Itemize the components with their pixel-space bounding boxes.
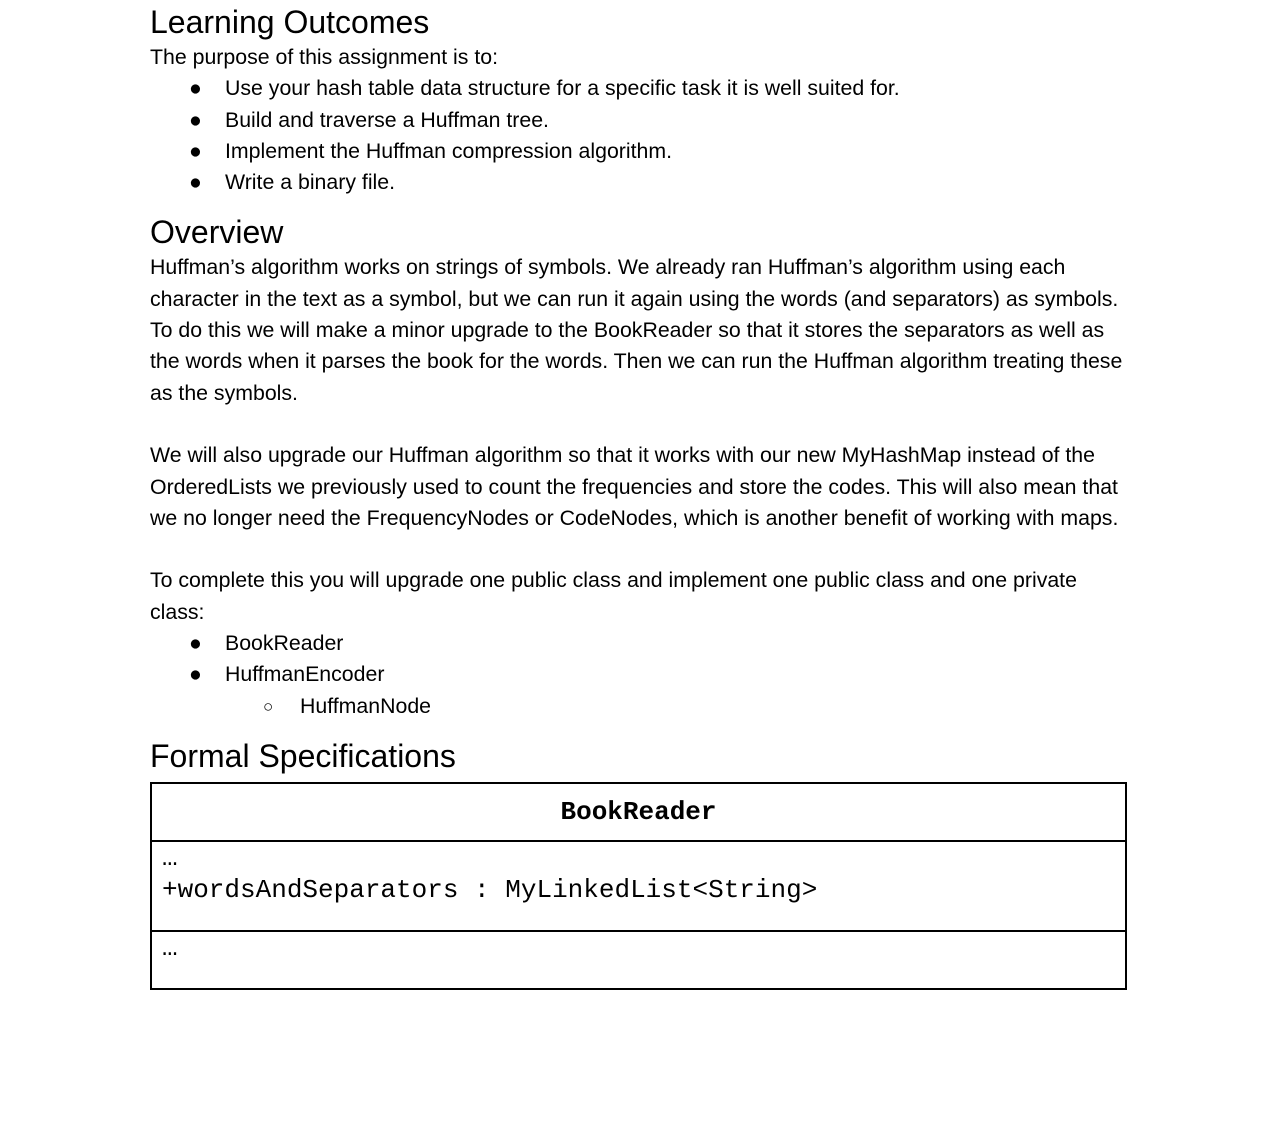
overview-paragraph-1: Huffman’s algorithm works on strings of symbols. We already ran Huffman’s algorithm using each character in the text as a symbol, but we can run it again using the words (and separators) as symbols. To do this we will make a minor upgrade to the BookReader so that it stores the separators as well as the words when it parses the book for the words. Then we can run the Huffman algorithm treating these as the symbols.: [150, 255, 1123, 405]
bullet-icon: ●: [189, 107, 202, 132]
list-item: ● Write a binary file.: [150, 167, 1127, 198]
overview-heading: Overview: [150, 214, 284, 251]
bullet-icon: ●: [189, 76, 202, 101]
bullet-icon: ●: [189, 631, 202, 656]
list-item: ● Implement the Huffman compression algorithm.: [150, 136, 1127, 167]
uml-attribute: +wordsAndSeparators : MyLinkedList<String>: [162, 874, 818, 905]
formal-specifications-heading: Formal Specifications: [150, 737, 456, 774]
uml-methods: [151, 931, 1126, 989]
bullet-icon: ●: [189, 138, 202, 163]
overview-paragraph-2: We will also upgrade our Huffman algorithm so that it works with our new MyHashMap instead of the OrderedLists we previously used to count the frequencies and store the codes. This will also mean that we no longer need the FrequencyNodes or CodeNodes, which is another benefit of working with maps.: [150, 443, 1119, 530]
learning-outcomes-heading: Learning Outcomes: [150, 4, 430, 40]
bullet-icon: ●: [189, 170, 202, 195]
uml-attr-ellipsis: …: [162, 842, 178, 873]
learning-outcomes-list: [150, 73, 1127, 198]
list-item: ● HuffmanEncoder: [150, 659, 1127, 690]
classes-list: [150, 628, 1127, 722]
overview-paragraph-3: To complete this you will upgrade one public class and implement one public class and one private class:: [150, 568, 1077, 624]
uml-class-diagram: [150, 782, 1127, 990]
document-page: [150, 0, 1127, 990]
learning-outcomes-intro: The purpose of this assignment is to:: [150, 45, 499, 69]
list-item: ● BookReader: [150, 628, 1127, 659]
bullet-icon: ●: [189, 662, 202, 687]
list-item: ● Use your hash table data structure for a specific task it is well suited for.: [150, 73, 1127, 104]
list-item: ○ HuffmanNode: [150, 691, 1127, 722]
list-item: ● Build and traverse a Huffman tree.: [150, 105, 1127, 136]
circle-bullet-icon: ○: [263, 696, 274, 716]
uml-class-name: BookReader: [151, 783, 1126, 841]
uml-attributes: [151, 841, 1126, 931]
uml-method-ellipsis: …: [162, 932, 178, 963]
